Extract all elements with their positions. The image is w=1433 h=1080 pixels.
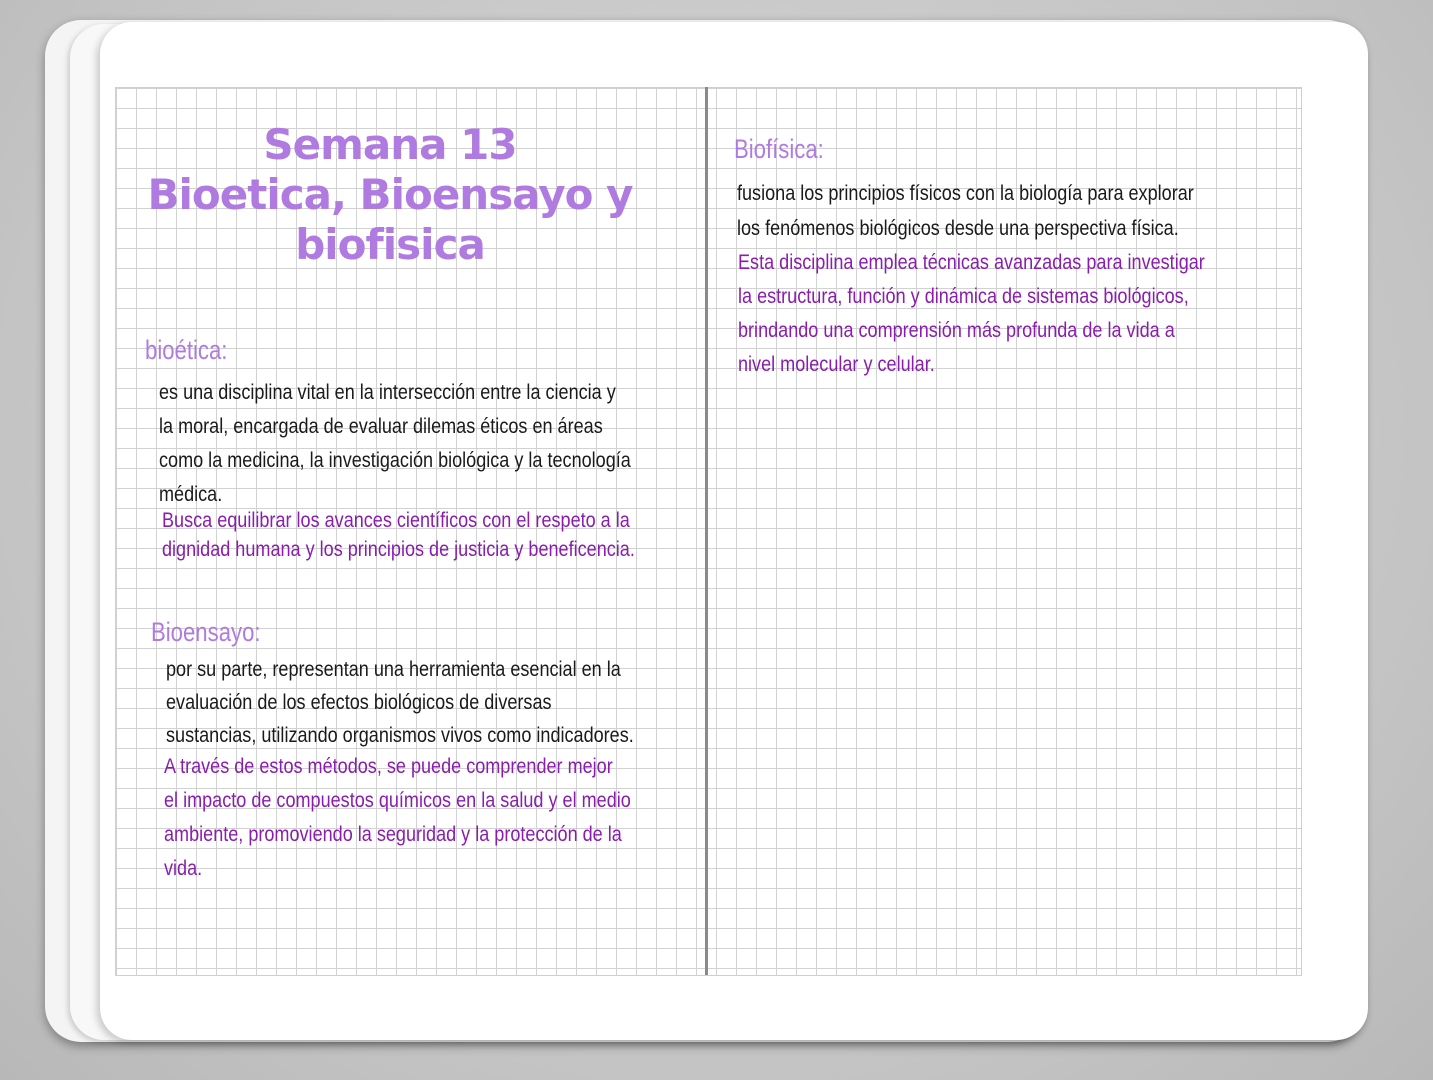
page-divider-line	[705, 87, 708, 975]
text-line: nivel molecular y celular.	[738, 353, 935, 376]
text-line: es una disciplina vital en la intersección entre la ciencia y	[159, 381, 616, 404]
text-line: por su parte, representan una herramienta esencial en la	[166, 658, 621, 681]
text-line: como la medicina, la investigación biológica y la tecnología	[159, 449, 631, 472]
biofisica-heading: Biofísica:	[734, 134, 824, 164]
text-line: ambiente, promoviendo la seguridad y la protección de la	[164, 823, 622, 846]
biofisica-highlight	[738, 246, 1205, 382]
page-title	[120, 120, 660, 270]
title-line: Bioetica, Bioensayo y	[147, 170, 633, 219]
text-line: médica.	[159, 483, 223, 506]
text-line: vida.	[164, 857, 203, 880]
text-line: A través de estos métodos, se puede comprender mejor	[164, 755, 613, 778]
text-line: el impacto de compuestos químicos en la salud y el medio	[164, 789, 631, 812]
text-line: la estructura, función y dinámica de sistemas biológicos,	[738, 285, 1189, 308]
text-line: fusiona los principios físicos con la biología para explorar	[737, 182, 1194, 205]
text-line: sustancias, utilizando organismos vivos como indicadores.	[166, 724, 634, 747]
text-line: evaluación de los efectos biológicos de diversas	[166, 691, 552, 714]
text-line: los fenómenos biológicos desde una perspectiva física.	[737, 217, 1179, 240]
text-line: brindando una comprensión más profunda de la vida a	[738, 319, 1175, 342]
bioetica-definition	[159, 376, 631, 512]
bioensayo-heading: Bioensayo:	[151, 617, 261, 647]
title-line: biofisica	[295, 220, 485, 269]
bioetica-heading: bioética:	[145, 335, 228, 365]
text-line: Busca equilibrar los avances científicos con el respeto a la	[162, 509, 630, 532]
text-line: la moral, encargada de evaluar dilemas éticos en áreas	[159, 415, 603, 438]
title-line: Semana 13	[263, 120, 517, 169]
bioetica-highlight	[162, 506, 635, 564]
bioensayo-definition	[166, 653, 634, 752]
text-line: dignidad humana y los principios de justicia y beneficencia.	[162, 538, 635, 561]
bioensayo-highlight	[164, 750, 631, 886]
text-line: Esta disciplina emplea técnicas avanzadas para investigar	[738, 251, 1205, 274]
biofisica-definition	[737, 176, 1194, 246]
